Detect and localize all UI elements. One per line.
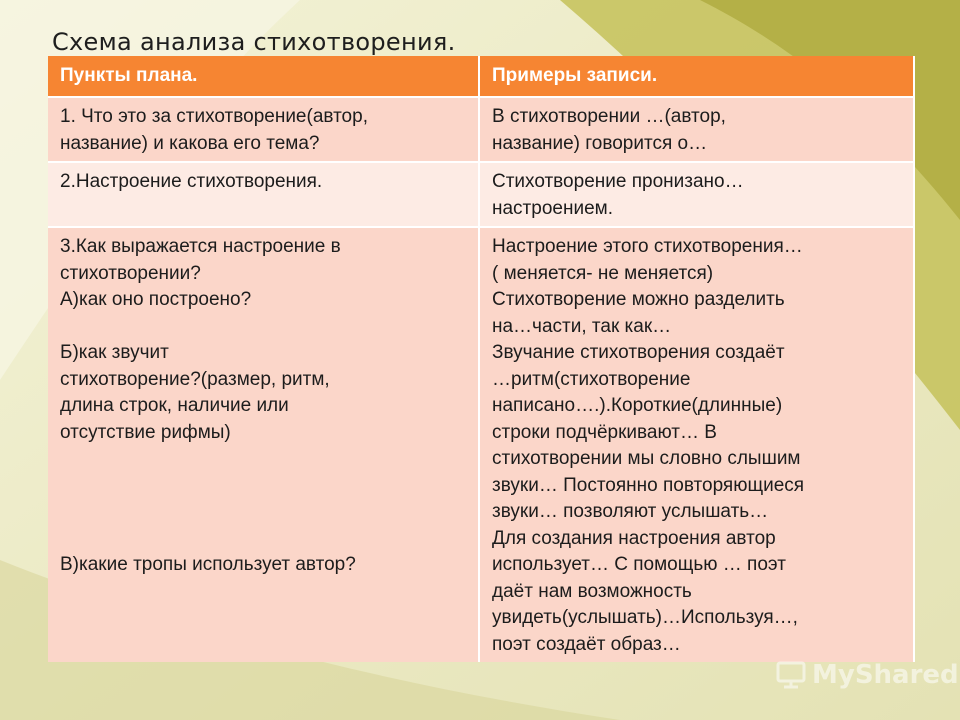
plan-cell — [48, 227, 479, 662]
cell-line: В)какие тропы использует автор? — [60, 554, 356, 575]
cell-line: В стихотворении …(автор, — [492, 106, 726, 127]
cell-line: длина строк, наличие или — [60, 395, 289, 416]
cell-line: увидеть(услышать)…Используя…, — [492, 607, 798, 628]
cell-line: А)как оно построено? — [60, 289, 252, 310]
cell-line: название) и какова его тема? — [60, 132, 320, 154]
cell-line: Стихотворение пронизано… — [492, 171, 744, 192]
table-row — [48, 97, 914, 162]
cell-line: 2.Настроение стихотворения. — [60, 171, 323, 192]
example-cell — [479, 162, 914, 227]
cell-line: 1. Что это за стихотворение(автор, — [60, 106, 368, 127]
cell-line: использует… С помощью … поэт — [492, 554, 786, 575]
watermark — [776, 660, 959, 690]
cell-line: стихотворении? — [60, 262, 201, 284]
cell-line: строки подчёркивают… В — [492, 421, 717, 443]
cell-line: написано….).Короткие(длинные) — [492, 395, 783, 416]
table-row — [48, 227, 914, 662]
cell-line: Для создания настроения автор — [492, 527, 776, 549]
cell-line: отсутствие рифмы) — [60, 421, 231, 443]
cell-line: даёт нам возможность — [492, 580, 692, 602]
example-cell — [479, 97, 914, 162]
cell-line: Настроение этого стихотворения… — [492, 236, 803, 257]
cell-line: на…части, так как… — [492, 315, 672, 337]
cell-line: стихотворение?(размер, ритм, — [60, 368, 330, 390]
table-row — [48, 162, 914, 227]
header-examples: Примеры записи. — [479, 56, 914, 97]
plan-cell — [48, 97, 479, 162]
page-title: Схема анализа стихотворения. — [52, 28, 456, 56]
cell-line: поэт создаёт образ… — [492, 633, 681, 655]
example-cell — [479, 227, 914, 662]
cell-line: звуки… позволяют услышать… — [492, 501, 769, 522]
cell-line: стихотворении мы словно слышим — [492, 448, 801, 469]
cell-line: звуки… Постоянно повторяющиеся — [492, 474, 805, 496]
cell-line: название) говорится о… — [492, 132, 708, 154]
watermark-text: MyShared — [812, 660, 959, 690]
table-header-row — [48, 56, 914, 97]
analysis-table — [48, 56, 915, 662]
cell-line: …ритм(стихотворение — [492, 368, 691, 390]
cell-line: Б)как звучит — [60, 342, 169, 363]
cell-line: 3.Как выражается настроение в — [60, 236, 341, 257]
cell-line: ( меняется- не меняется) — [492, 262, 714, 284]
cell-line: настроением. — [492, 197, 613, 219]
header-plan-points: Пункты плана. — [48, 56, 479, 97]
plan-cell — [48, 162, 479, 227]
cell-line: Стихотворение можно разделить — [492, 289, 785, 310]
cell-line: Звучание стихотворения создаёт — [492, 342, 785, 363]
presentation-screen-icon — [776, 661, 806, 689]
